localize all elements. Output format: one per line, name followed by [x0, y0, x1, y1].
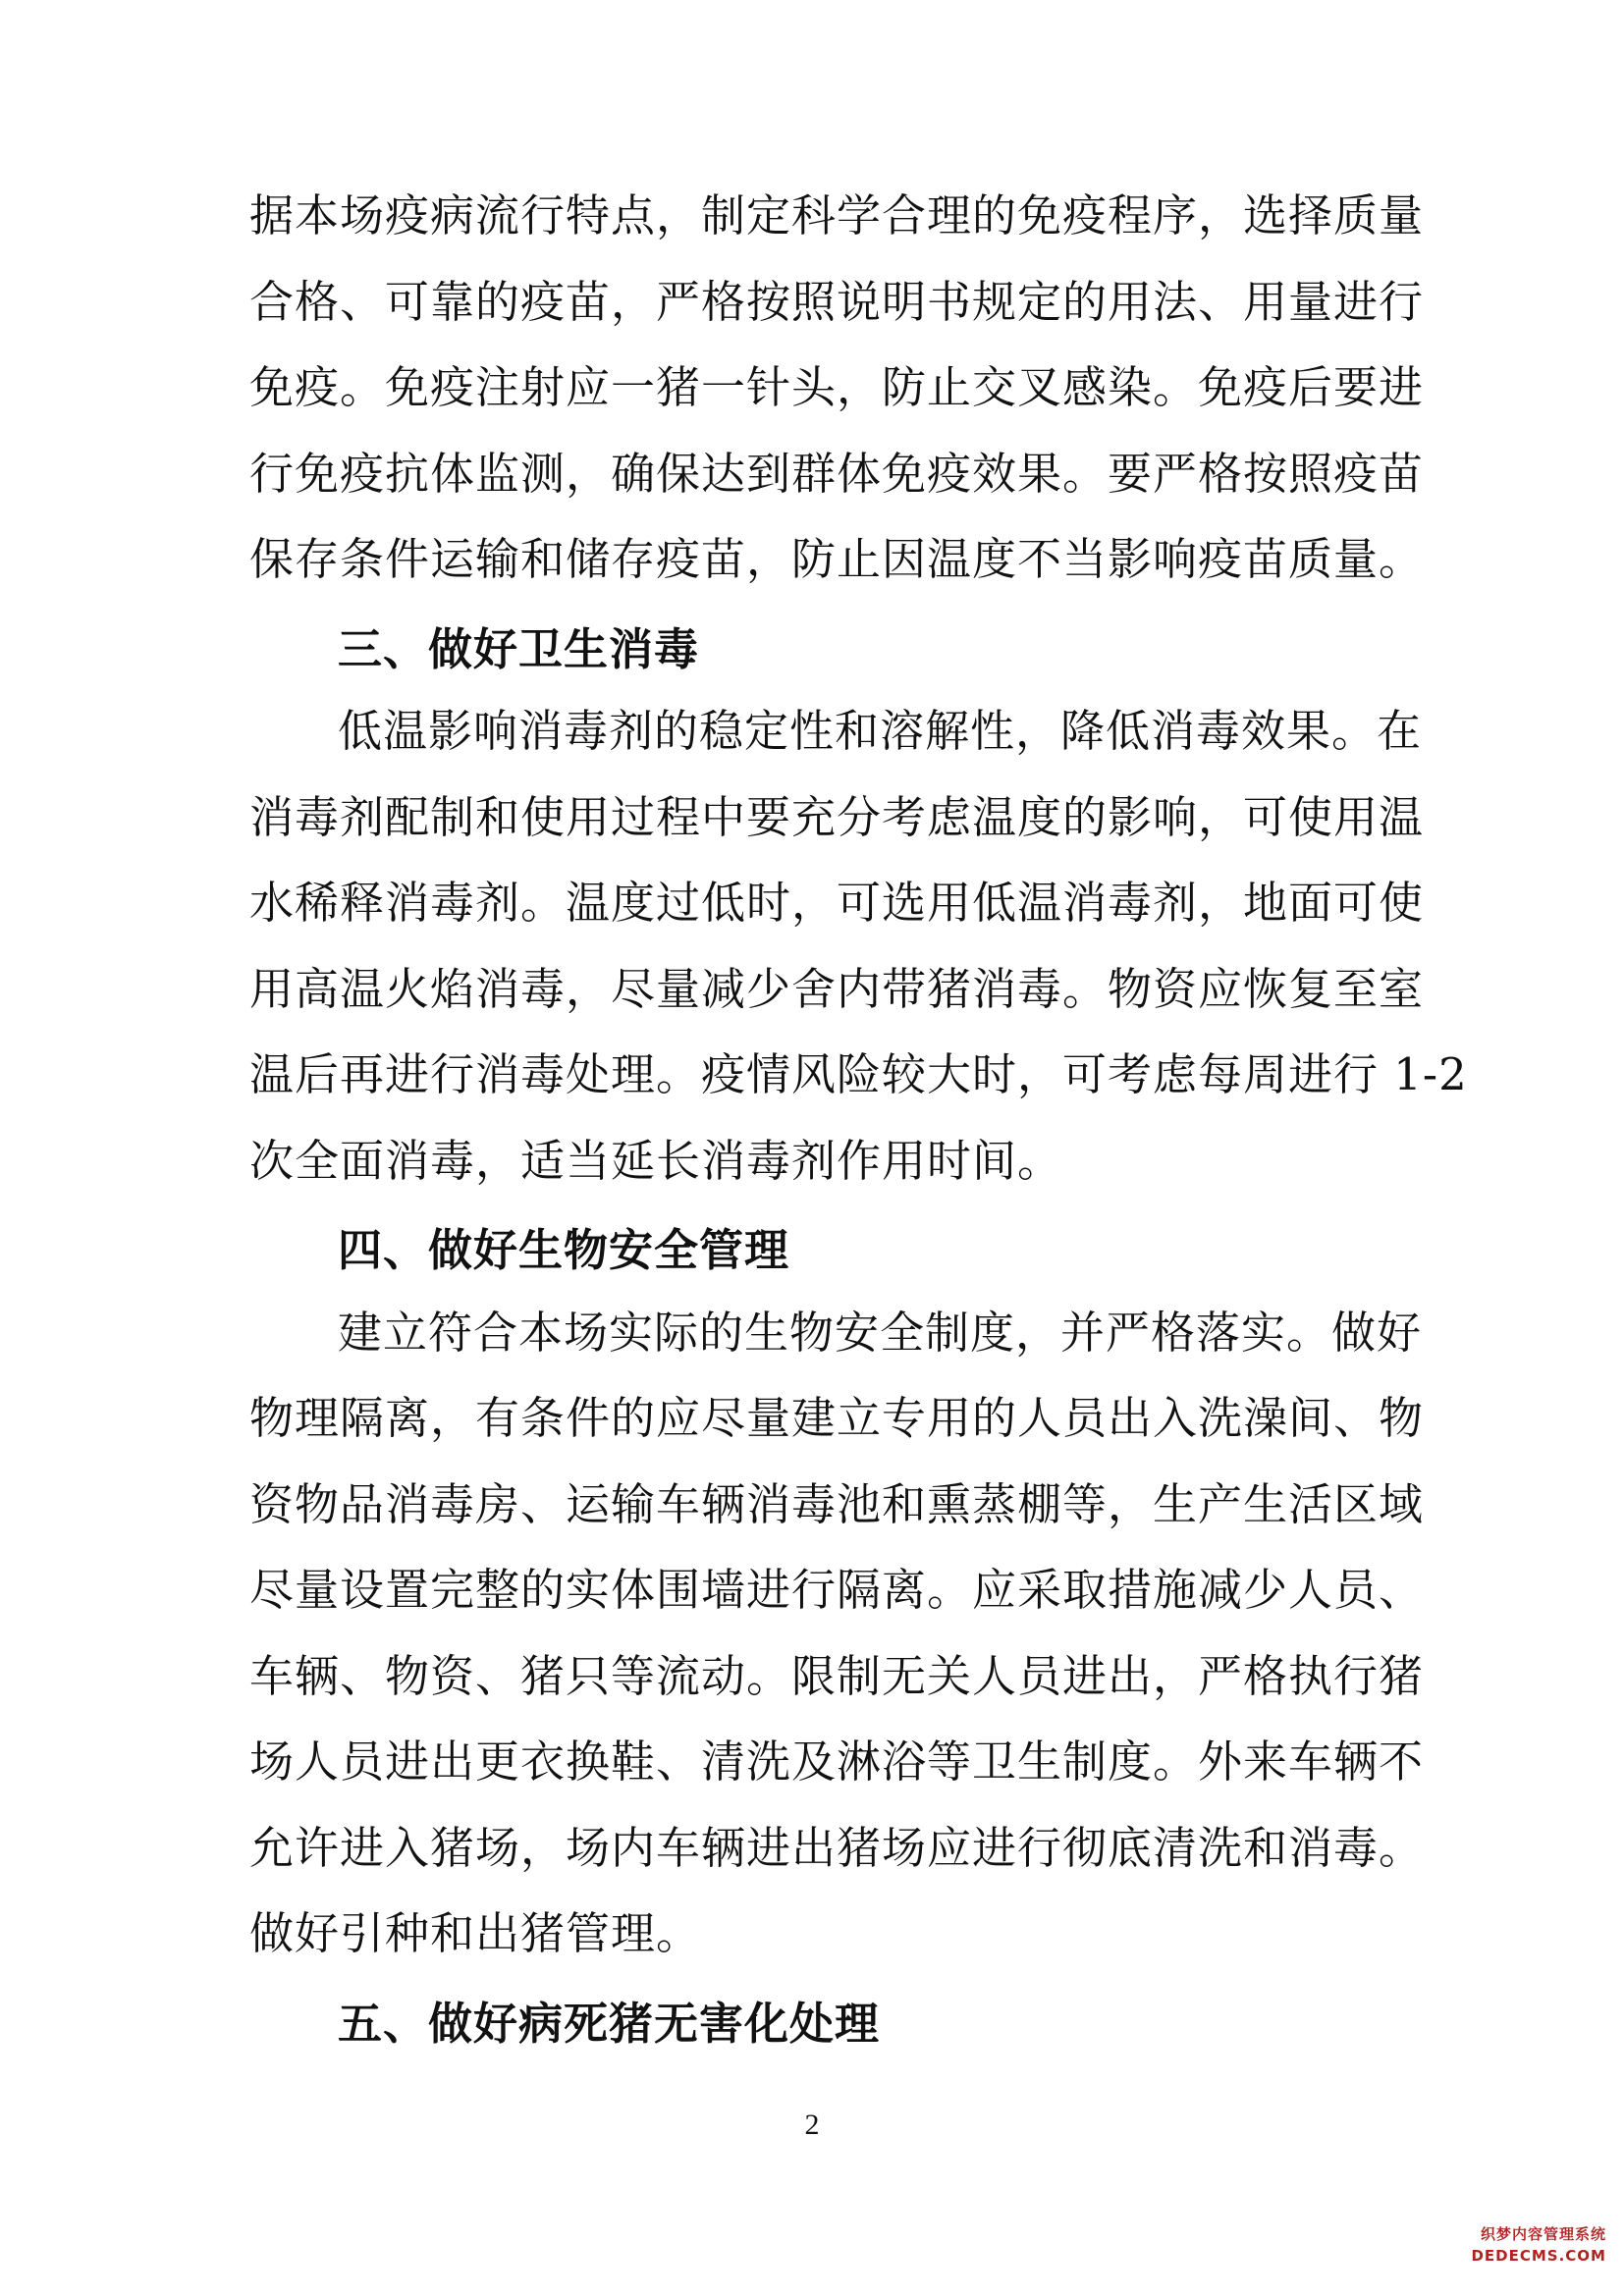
paragraph-line-text: 物理隔离，有条件的应尽量建立专用的人员出入洗澡间、物 — [249, 1392, 1425, 1444]
paragraph-line — [0, 1547, 1624, 1633]
paragraph-line-text: 场人员进出更衣换鞋、清洗及淋浴等卫生制度。外来车辆不 — [249, 1735, 1425, 1788]
paragraph-line-text: 据本场疫病流行特点，制定科学合理的免疫程序，选择质量 — [249, 189, 1425, 241]
paragraph-line-text: 温后再进行消毒处理。疫情风险较大时，可考虑每周进行 1-2 — [249, 1048, 1468, 1100]
paragraph-line — [0, 431, 1624, 517]
paragraph-line-text: 行免疫抗体监测，确保达到群体免疫效果。要严格按照疫苗 — [249, 447, 1425, 500]
section-heading-text: 五、做好病死猪无害化处理 — [338, 1997, 881, 2050]
paragraph-line-text: 资物品消毒房、运输车辆消毒池和熏蒸棚等，生产生活区域 — [249, 1477, 1425, 1530]
paragraph-line-text: 保存条件运输和储存疫苗，防止因温度不当影响疫苗质量。 — [249, 533, 1425, 585]
paragraph-line-text: 消毒剂配制和使用过程中要充分考虑温度的影响，可使用温 — [249, 790, 1425, 843]
paragraph-line — [0, 1719, 1624, 1805]
watermark-bottom-text: DEDECMS.COM — [1471, 2247, 1606, 2265]
section-heading-text: 三、做好卫生消毒 — [338, 622, 700, 675]
paragraph-line-text: 建立符合本场实际的生物安全制度，并严格落实。做好 — [338, 1306, 1423, 1359]
section-heading — [0, 1203, 1624, 1290]
paragraph-line — [0, 345, 1624, 431]
paragraph-line-text: 车辆、物资、猪只等流动。限制无关人员进出，严格执行猪 — [249, 1649, 1425, 1702]
paragraph-line — [0, 173, 1624, 259]
paragraph-line — [0, 1375, 1624, 1462]
paragraph-line — [0, 1290, 1624, 1376]
paragraph-line — [0, 1805, 1624, 1892]
paragraph-line-text: 免疫。免疫注射应一猪一针头，防止交叉感染。免疫后要进 — [249, 361, 1425, 413]
paragraph-line — [0, 1891, 1624, 1977]
section-heading — [0, 603, 1624, 689]
paragraph-line — [0, 1032, 1624, 1118]
paragraph-line-text: 用高温火焰消毒，尽量减少舍内带猪消毒。物资应恢复至室 — [249, 962, 1425, 1015]
paragraph-line — [0, 1633, 1624, 1720]
paragraph-line — [0, 860, 1624, 946]
paragraph-line — [0, 516, 1624, 603]
page-number: 2 — [804, 2109, 820, 2141]
paragraph-line-text: 次全面消毒，适当延长消毒剂作用时间。 — [249, 1134, 1063, 1187]
watermark — [1457, 2223, 1606, 2276]
paragraph-line-text: 低温影响消毒剂的稳定性和溶解性，降低消毒效果。在 — [338, 705, 1423, 757]
paragraph-line — [0, 688, 1624, 774]
paragraph-line — [0, 259, 1624, 346]
paragraph-line — [0, 946, 1624, 1033]
paragraph-line — [0, 1462, 1624, 1548]
paragraph-line-text: 做好引种和出猪管理。 — [249, 1907, 702, 1959]
paragraph-line-text: 合格、可靠的疫苗，严格按照说明书规定的用法、用量进行 — [249, 275, 1425, 328]
section-heading-text: 四、做好生物安全管理 — [338, 1224, 790, 1276]
watermark-top-text: 织梦内容管理系统 — [1480, 2225, 1606, 2243]
paragraph-line — [0, 774, 1624, 861]
paragraph-line — [0, 1118, 1624, 1204]
paragraph-line-text: 尽量设置完整的实体围墙进行隔离。应采取措施减少人员、 — [249, 1564, 1425, 1616]
paragraph-line-text: 允许进入猪场，场内车辆进出猪场应进行彻底清洗和消毒。 — [249, 1821, 1425, 1874]
paragraph-line-text: 水稀释消毒剂。温度过低时，可选用低温消毒剂，地面可使 — [249, 877, 1425, 929]
section-heading — [0, 1977, 1624, 2063]
